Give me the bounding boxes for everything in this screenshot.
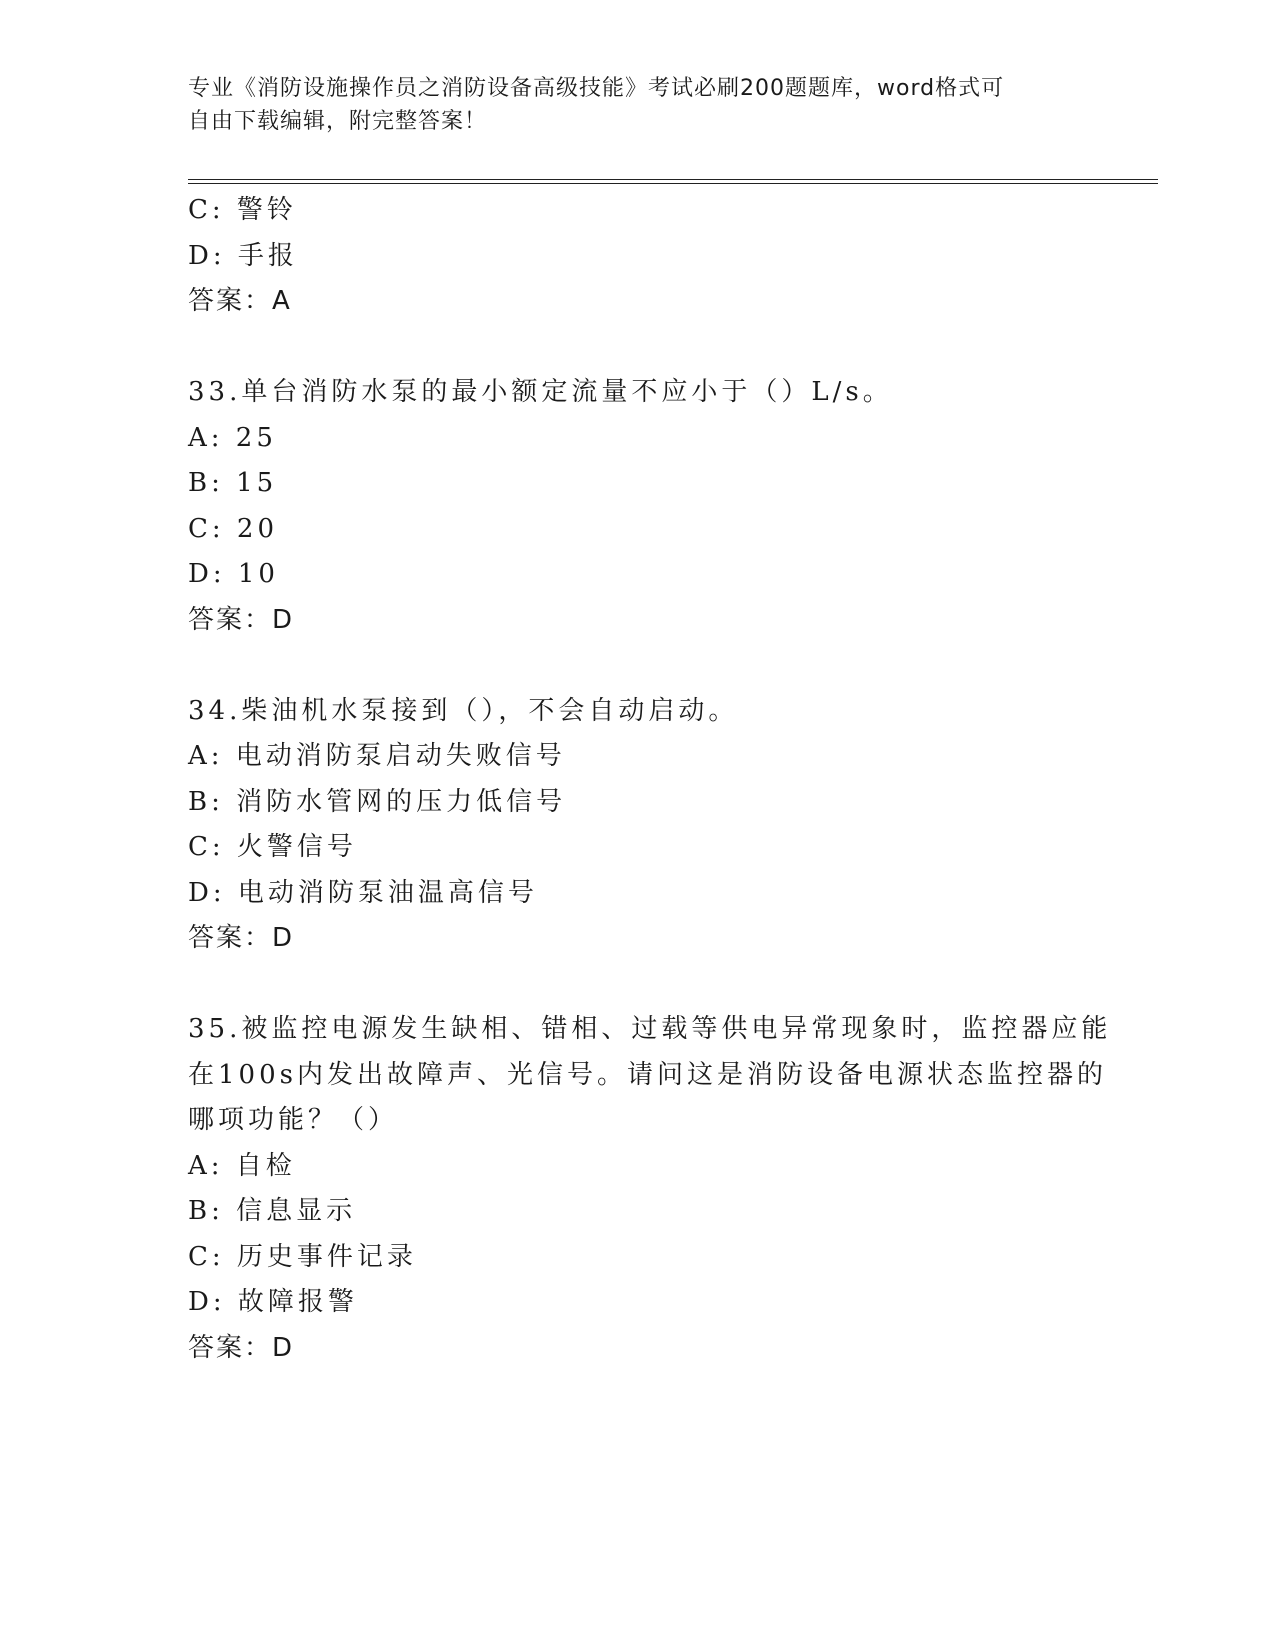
option-a: A: 自检 xyxy=(188,1150,296,1181)
option-d: D: 电动消防泵油温高信号 xyxy=(188,877,538,908)
option-b: B: 15 xyxy=(188,468,278,498)
answer: 答案：D xyxy=(188,1332,295,1363)
question-stem: 33.单台消防水泵的最小额定流量不应小于（）L/s。 xyxy=(188,377,893,407)
option-b: B: 信息显示 xyxy=(188,1196,357,1226)
question-stem-line-3: 哪项功能？（） xyxy=(188,1105,399,1135)
option-c: C: 历史事件记录 xyxy=(188,1241,417,1272)
page-header xyxy=(188,72,1088,138)
option-a: A: 25 xyxy=(188,422,277,453)
option-c: C: 火警信号 xyxy=(188,832,357,862)
previous-question-tail xyxy=(188,188,1088,325)
spacer xyxy=(188,962,1088,1008)
question-stem: 34.柴油机水泵接到（），不会自动启动。 xyxy=(188,695,739,726)
spacer xyxy=(188,643,1088,689)
question-stem-line-2: 在100s内发出故障声、光信号。请问这是消防设备电源状态监控器的 xyxy=(188,1059,1107,1090)
answer: 答案：A xyxy=(188,286,292,316)
question-content xyxy=(188,188,1112,1371)
question-34 xyxy=(188,689,1088,962)
answer: 答案：D xyxy=(188,604,295,635)
answer: 答案：D xyxy=(188,923,295,953)
option-c: C: 警铃 xyxy=(188,195,297,225)
option-d: D: 手报 xyxy=(188,240,298,271)
option-a: A: 电动消防泵启动失败信号 xyxy=(188,741,566,771)
option-d: D: 故障报警 xyxy=(188,1287,358,1317)
header-divider xyxy=(188,179,1158,184)
option-c: C: 20 xyxy=(188,513,279,544)
question-stem-line-1: 35.被监控电源发生缺相、错相、过载等供电异常现象时，监控器应能 xyxy=(188,1014,1112,1044)
option-d: D: 10 xyxy=(188,559,279,589)
option-b: B: 消防水管网的压力低信号 xyxy=(188,786,567,817)
header-title-line-1: 专业《消防设施操作员之消防设备高级技能》考试必刷200题题库，word格式可 xyxy=(188,76,1005,101)
header-title-line-2: 自由下载编辑，附完整答案！ xyxy=(188,109,488,134)
question-33 xyxy=(188,370,1088,643)
spacer xyxy=(188,325,1088,371)
question-35 xyxy=(188,1007,1112,1371)
